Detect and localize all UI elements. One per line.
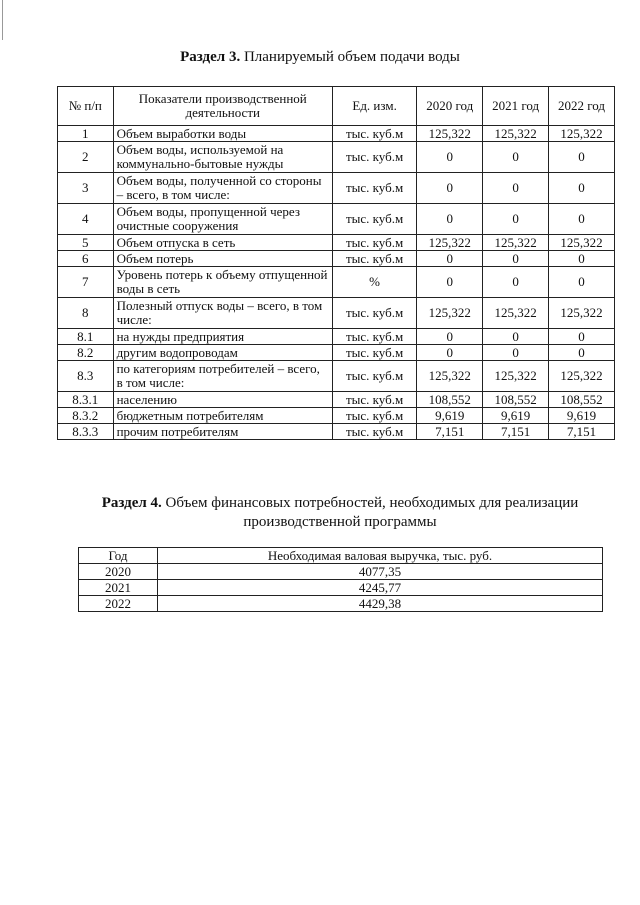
header-year: Год: [79, 548, 158, 564]
row-indicator: другим водопроводам: [113, 345, 332, 361]
table-row: [58, 298, 615, 329]
table-header-row: [58, 87, 615, 126]
table-row: [58, 204, 615, 235]
row-unit: тыс. куб.м: [332, 361, 416, 392]
row-revenue: 4077,35: [158, 564, 603, 580]
row-num: 8.3.2: [58, 408, 114, 424]
table-row: [58, 267, 615, 298]
section3-title: [0, 49, 640, 66]
row-value-2022: 7,151: [549, 424, 615, 440]
row-unit: тыс. куб.м: [332, 345, 416, 361]
row-value-2022: 0: [549, 267, 615, 298]
row-value-2022: 0: [549, 345, 615, 361]
table-row: [58, 126, 615, 142]
row-unit: тыс. куб.м: [332, 235, 416, 251]
table-row: [58, 142, 615, 173]
row-value-2021: 0: [483, 251, 549, 267]
row-value-2021: 125,322: [483, 298, 549, 329]
row-value-2022: 0: [549, 329, 615, 345]
row-num: 8.3.3: [58, 424, 114, 440]
row-num: 1: [58, 126, 114, 142]
table-row: [58, 361, 615, 392]
table-row: [79, 596, 603, 612]
row-indicator: Уровень потерь к объему отпущенной воды в сеть: [113, 267, 332, 298]
row-value-2022: 125,322: [549, 126, 615, 142]
section4-title: [0, 494, 640, 532]
row-value-2022: 9,619: [549, 408, 615, 424]
row-value-2021: 0: [483, 173, 549, 204]
row-value-2020: 0: [417, 267, 483, 298]
row-indicator: Объем выработки воды: [113, 126, 332, 142]
row-indicator: Объем воды, пропущенной через очистные сооружения: [113, 204, 332, 235]
table-row: [58, 408, 615, 424]
row-num: 8.3: [58, 361, 114, 392]
row-value-2022: 0: [549, 204, 615, 235]
row-num: 5: [58, 235, 114, 251]
row-revenue: 4245,77: [158, 580, 603, 596]
row-year: 2020: [79, 564, 158, 580]
row-revenue: 4429,38: [158, 596, 603, 612]
row-unit: тыс. куб.м: [332, 392, 416, 408]
row-value-2022: 125,322: [549, 298, 615, 329]
row-value-2020: 125,322: [417, 126, 483, 142]
row-unit: тыс. куб.м: [332, 298, 416, 329]
row-value-2020: 108,552: [417, 392, 483, 408]
row-unit: тыс. куб.м: [332, 204, 416, 235]
table-row: [58, 173, 615, 204]
row-value-2022: 125,322: [549, 361, 615, 392]
table-row: [79, 580, 603, 596]
table-row: [58, 424, 615, 440]
row-value-2021: 7,151: [483, 424, 549, 440]
row-value-2022: 0: [549, 251, 615, 267]
row-year: 2021: [79, 580, 158, 596]
row-value-2021: 0: [483, 142, 549, 173]
row-value-2022: 125,322: [549, 235, 615, 251]
row-value-2022: 108,552: [549, 392, 615, 408]
row-value-2021: 0: [483, 345, 549, 361]
row-unit: тыс. куб.м: [332, 126, 416, 142]
row-indicator: Объем воды, полученной со стороны – всего, в том числе:: [113, 173, 332, 204]
row-value-2020: 9,619: [417, 408, 483, 424]
row-unit: тыс. куб.м: [332, 424, 416, 440]
row-indicator: Объем потерь: [113, 251, 332, 267]
row-value-2021: 125,322: [483, 235, 549, 251]
row-num: 8.2: [58, 345, 114, 361]
row-value-2020: 125,322: [417, 235, 483, 251]
header-unit: Ед. изм.: [332, 87, 416, 126]
water-supply-table: [57, 86, 615, 440]
row-value-2021: 125,322: [483, 361, 549, 392]
header-2020: 2020 год: [417, 87, 483, 126]
row-indicator: бюджетным потребителям: [113, 408, 332, 424]
scan-edge-line: [2, 0, 3, 40]
row-unit: тыс. куб.м: [332, 329, 416, 345]
row-num: 7: [58, 267, 114, 298]
header-2022: 2022 год: [549, 87, 615, 126]
header-revenue: Необходимая валовая выручка, тыс. руб.: [158, 548, 603, 564]
table-row: [58, 329, 615, 345]
row-unit: %: [332, 267, 416, 298]
section4-title-text: Объем финансовых потребностей, необходимых для реализации: [161, 495, 579, 511]
table-row: [58, 251, 615, 267]
table-row: [58, 345, 615, 361]
row-num: 8: [58, 298, 114, 329]
section3-title-bold: Раздел 3.: [180, 49, 241, 65]
row-indicator: прочим потребителям: [113, 424, 332, 440]
row-value-2020: 0: [417, 329, 483, 345]
row-indicator: Полезный отпуск воды – всего, в том числе:: [113, 298, 332, 329]
row-value-2021: 0: [483, 329, 549, 345]
row-value-2020: 125,322: [417, 361, 483, 392]
row-num: 6: [58, 251, 114, 267]
financial-needs-table: [78, 547, 603, 612]
section4-title-bold: Раздел 4.: [101, 495, 162, 511]
section4-title-line2: производственной программы: [243, 514, 437, 530]
header-indicator: Показатели производственной деятельности: [113, 87, 332, 126]
row-value-2020: 0: [417, 345, 483, 361]
row-value-2021: 0: [483, 204, 549, 235]
table-row: [58, 392, 615, 408]
row-num: 2: [58, 142, 114, 173]
row-value-2020: 0: [417, 142, 483, 173]
row-value-2021: 9,619: [483, 408, 549, 424]
row-value-2020: 7,151: [417, 424, 483, 440]
row-indicator: Объем воды, используемой на коммунально-бытовые нужды: [113, 142, 332, 173]
row-unit: тыс. куб.м: [332, 142, 416, 173]
row-value-2022: 0: [549, 142, 615, 173]
row-year: 2022: [79, 596, 158, 612]
row-num: 8.1: [58, 329, 114, 345]
row-indicator: Объем отпуска в сеть: [113, 235, 332, 251]
row-num: 3: [58, 173, 114, 204]
header-2021: 2021 год: [483, 87, 549, 126]
table-row: [58, 235, 615, 251]
row-num: 4: [58, 204, 114, 235]
row-value-2021: 125,322: [483, 126, 549, 142]
row-value-2021: 0: [483, 267, 549, 298]
row-value-2020: 0: [417, 204, 483, 235]
row-value-2020: 0: [417, 251, 483, 267]
row-unit: тыс. куб.м: [332, 251, 416, 267]
row-indicator: на нужды предприятия: [113, 329, 332, 345]
row-value-2022: 0: [549, 173, 615, 204]
row-unit: тыс. куб.м: [332, 173, 416, 204]
row-value-2021: 108,552: [483, 392, 549, 408]
table-row: [79, 564, 603, 580]
section3-title-text: Планируемый объем подачи воды: [240, 49, 460, 65]
row-num: 8.3.1: [58, 392, 114, 408]
header-num: № п/п: [58, 87, 114, 126]
row-value-2020: 125,322: [417, 298, 483, 329]
row-unit: тыс. куб.м: [332, 408, 416, 424]
table-header-row: [79, 548, 603, 564]
row-value-2020: 0: [417, 173, 483, 204]
row-indicator: населению: [113, 392, 332, 408]
row-indicator: по категориям потребителей – всего, в том числе:: [113, 361, 332, 392]
